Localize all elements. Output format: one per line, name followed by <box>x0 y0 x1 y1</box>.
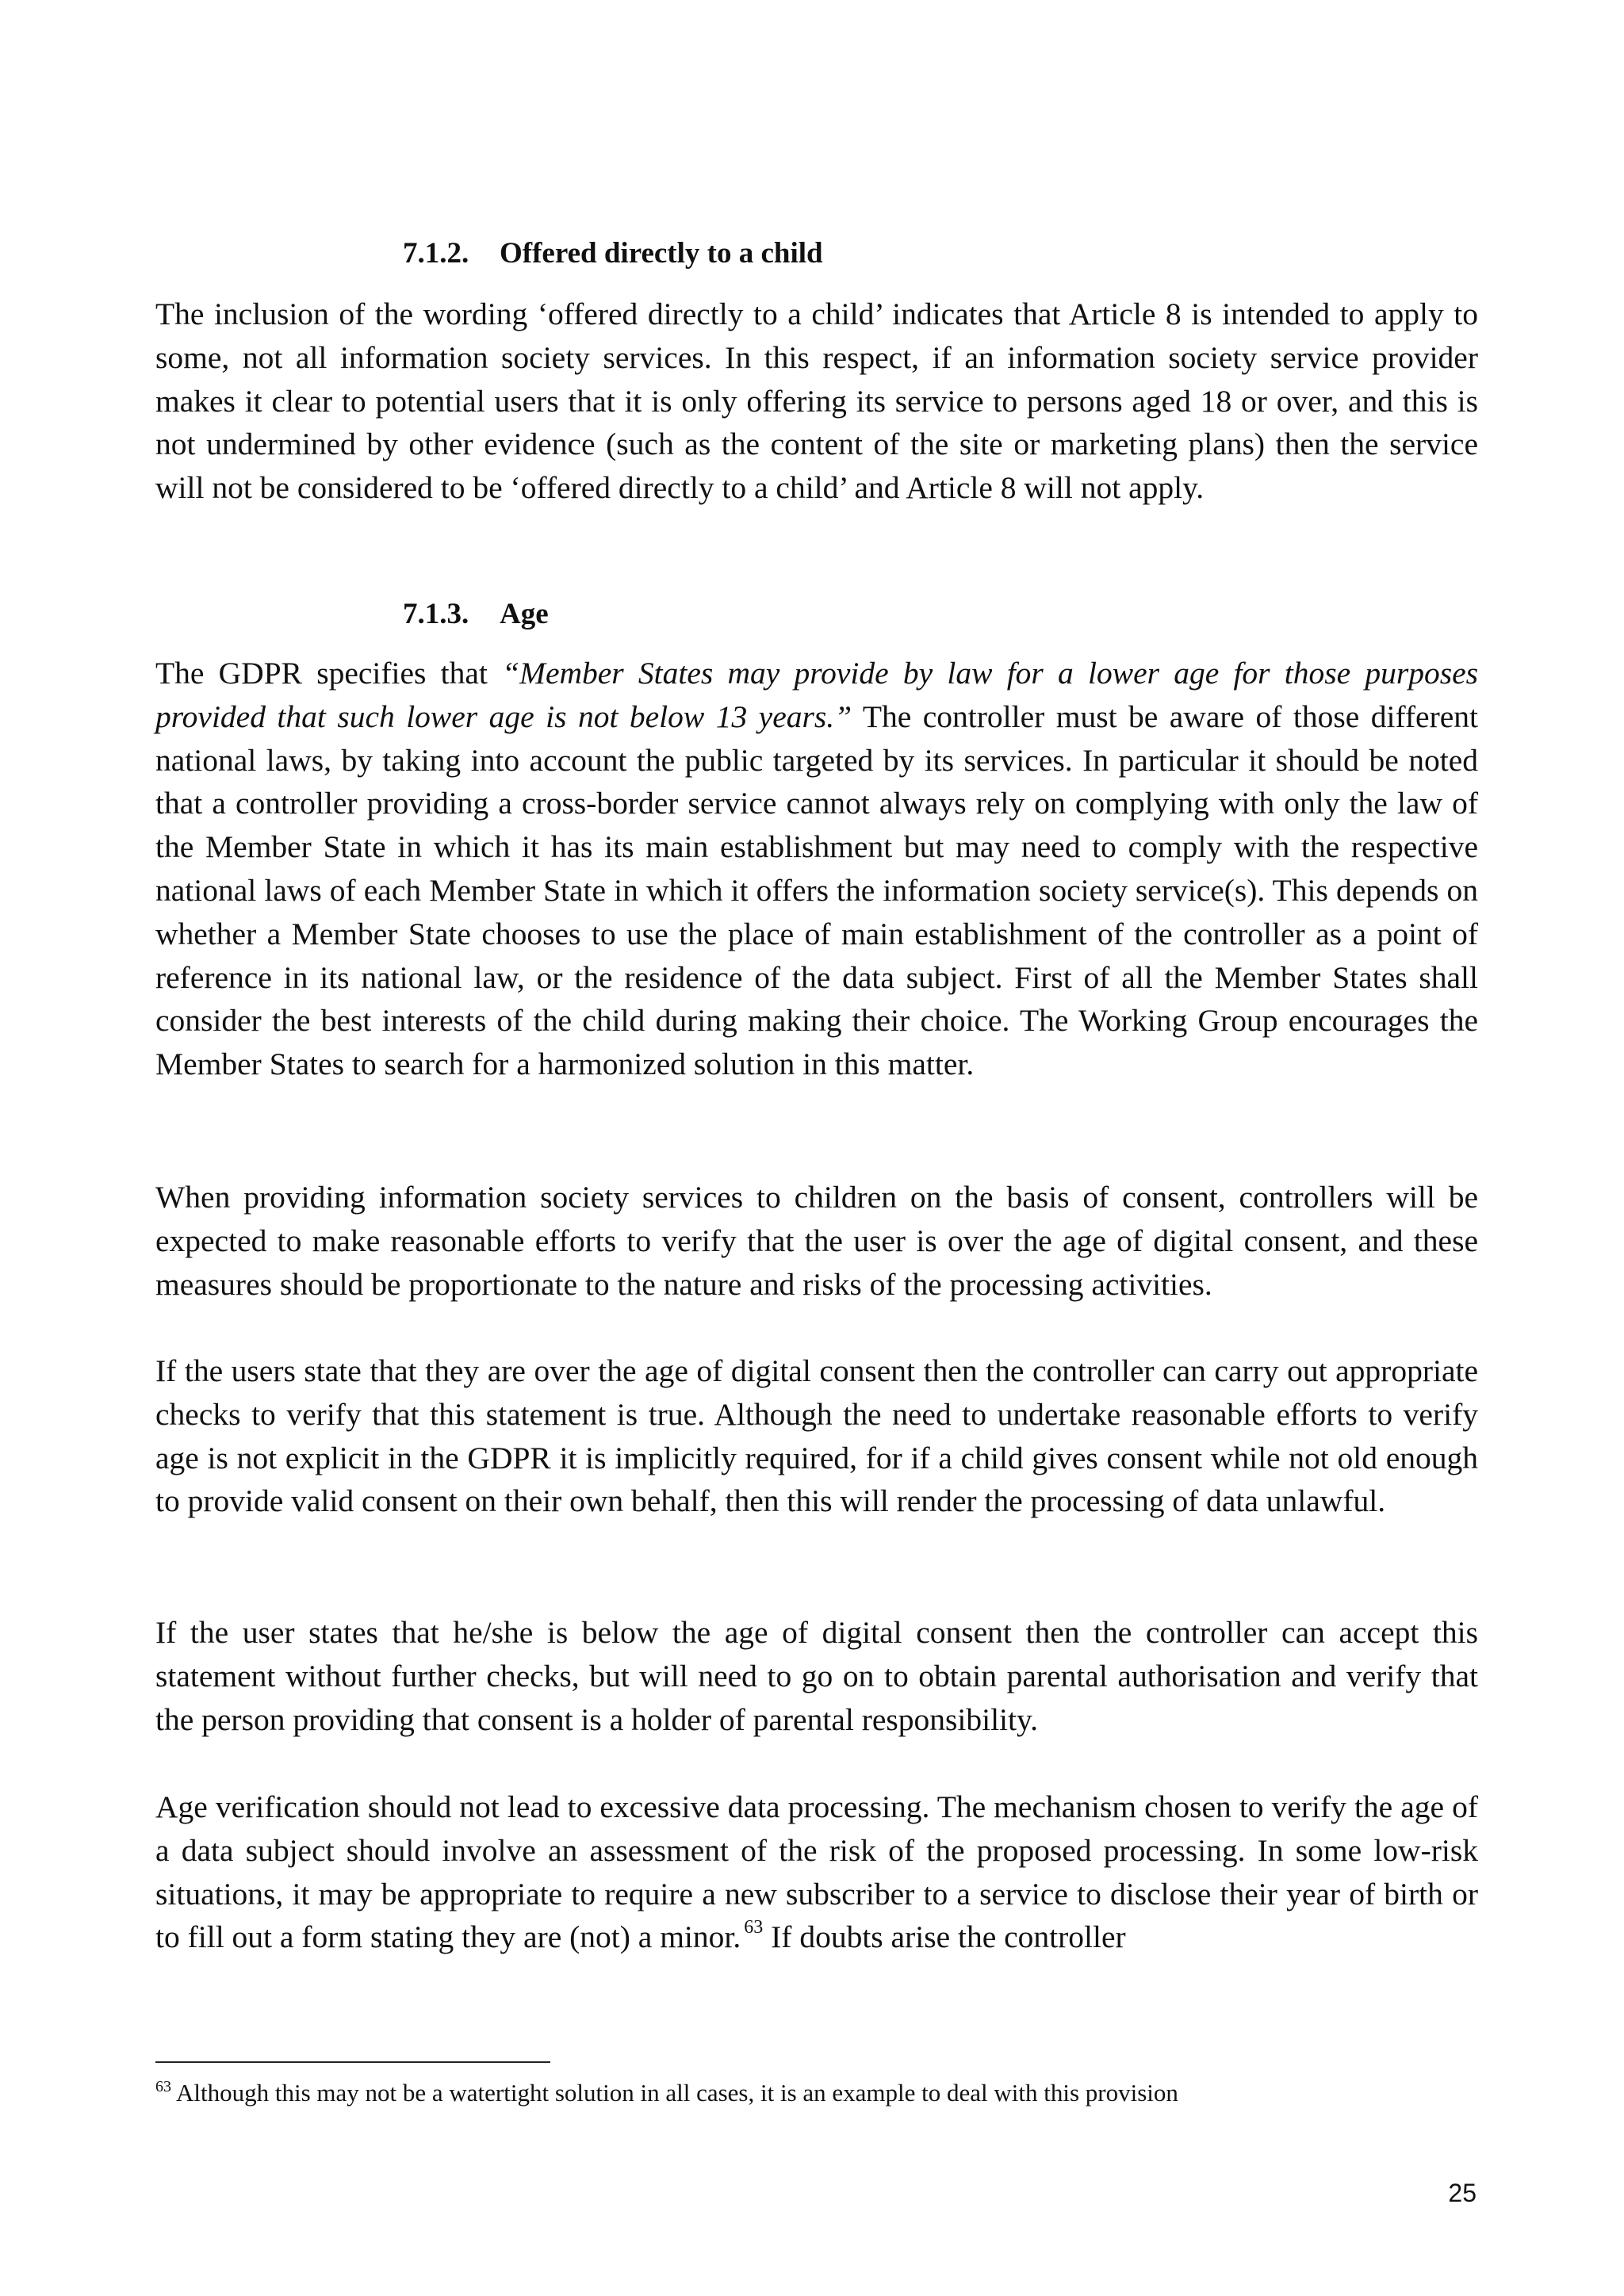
footnote <box>155 2077 1478 2109</box>
gdpr-quote: “Member States may provide by law for a lower age for those purposes provided that such lower age is not below 13 years.” <box>155 656 1479 734</box>
paragraph-body: The controller must be aware of those different national laws, by taking into account the public targeted by its services. In particular it should be noted that a controller providing a cross-border service cannot always rely on complying with only the law of the Member State in which it has its main establishment but may need to comply with the respective national laws of each Member State in which it offers the information society service(s). This depends on whether a Member State chooses to use the place of main establishment of the controller as a point of reference in its national law, or the residence of the data subject. First of all the Member States shall consider the best interests of the child during making their choice. The Working Group encourages the Member States to search for a harmonized solution in this matter. <box>155 698 1478 1082</box>
paragraph-age-gdpr <box>155 652 1478 1086</box>
paragraph-lead: The GDPR specifies that <box>155 656 503 691</box>
paragraph-age-verification <box>155 1785 1478 1959</box>
section-title: Age <box>500 598 549 630</box>
paragraph-continuation: If doubts arise the controller <box>763 1919 1126 1955</box>
footnote-reference[interactable]: 63 <box>744 1917 764 1938</box>
footnote-text: Although this may not be a watertight solution in all cases, it is an example to deal with this provision <box>176 2079 1178 2107</box>
paragraph-offered-directly: The inclusion of the wording ‘offered directly to a child’ indicates that Article 8 is intended to apply to some, not all information society services. In this respect, if an information society service provider makes it clear to potential users that it is only offering its service to persons aged 18 or over, and this is not undermined by other evidence (such as the content of the site or marketing plans) then the service will not be considered to be ‘offered directly to a child’ and Article 8 will not apply. <box>155 297 1478 506</box>
paragraph-over-age: If the users state that they are over the age of digital consent then the controller can carry out appropriate checks to verify that this statement is true. Although the need to undertake reasonable efforts to verify age is not explicit in the GDPR it is implicitly required, for if a child gives consent while not old enough to provide valid consent on their own behalf, then this will render the processing of data unlawful. <box>155 1353 1478 1519</box>
paragraph-reasonable-efforts: When providing information society services to children on the basis of consent, controllers will be expected to make reasonable efforts to verify that the user is over the age of digital consent, and these measures should be proportionate to the nature and risks of the processing activities. <box>155 1180 1478 1302</box>
paragraph-body: Age verification should not lead to excessive data processing. The mechanism chosen to verify the age of a data subject should involve an assessment of the risk of the proposed processing. In some low-risk situations, it may be appropriate to require a new subscriber to a service to disclose their year of birth or to fill out a form stating they are (not) a minor. <box>155 1789 1478 1955</box>
section-number: 7.1.3. <box>403 598 469 630</box>
page-number: 25 <box>1448 2179 1477 2207</box>
footnote-separator <box>155 2061 550 2063</box>
paragraph-below-age: If the user states that he/she is below the age of digital consent then the controller can accept this statement without further checks, but will need to go on to obtain parental authorisation and verify that the person providing that consent is a holder of parental responsibility. <box>155 1615 1478 1737</box>
section-heading-7-1-2 <box>403 236 823 271</box>
section-heading-7-1-3 <box>403 597 549 632</box>
section-number: 7.1.2. <box>403 237 469 270</box>
section-title: Offered directly to a child <box>500 237 823 270</box>
footnote-number: 63 <box>155 2078 171 2095</box>
